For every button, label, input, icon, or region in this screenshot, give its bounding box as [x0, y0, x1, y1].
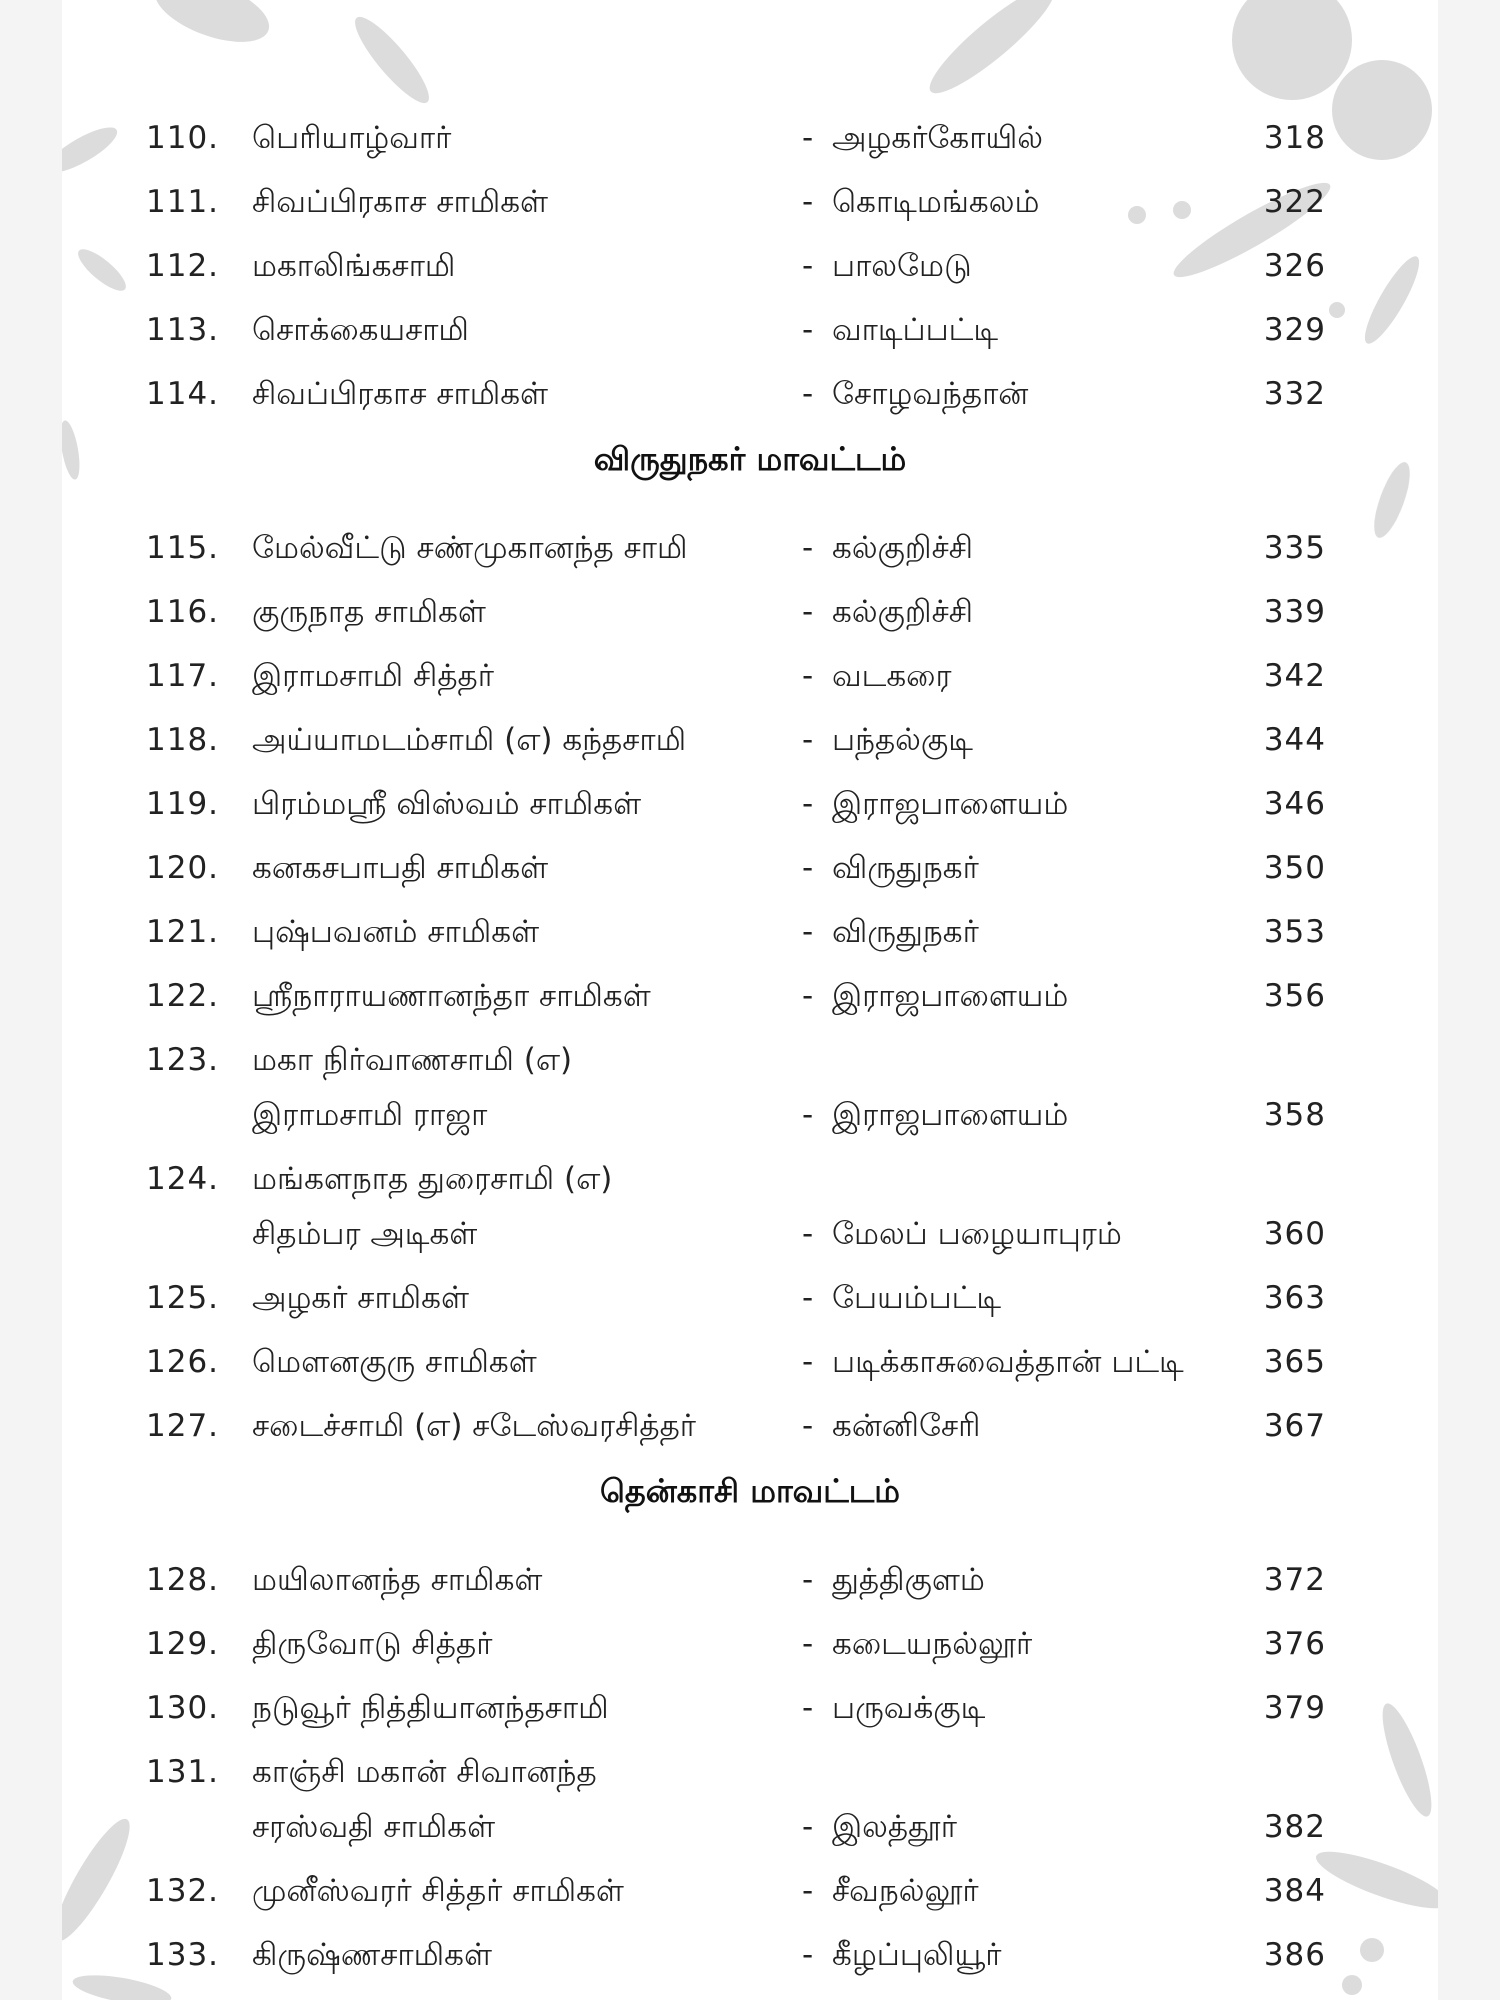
- entry-title: கனகசபாபதி சாமிகள்: [252, 850, 549, 886]
- entry-page-number: 344: [1263, 722, 1326, 758]
- toc-entry[interactable]: [62, 786, 1438, 842]
- entry-page-number: 365: [1263, 1344, 1326, 1380]
- entry-place: பாலமேடு: [832, 248, 972, 284]
- entry-title: சிவப்பிரகாச சாமிகள்: [252, 376, 549, 412]
- entry-title: மங்களநாத துரைசாமி (எ): [252, 1161, 613, 1197]
- separator-dash: -: [802, 658, 814, 694]
- entry-number: 130.: [146, 1690, 220, 1726]
- separator-dash: -: [802, 1937, 814, 1973]
- entry-page-number: 360: [1263, 1216, 1326, 1252]
- entry-title: கிருஷ்ணசாமிகள்: [252, 1937, 492, 1973]
- toc-entry[interactable]: [62, 376, 1438, 432]
- toc-entry[interactable]: [62, 184, 1438, 240]
- separator-dash: -: [802, 1280, 814, 1316]
- entry-title: பெரியாழ்வார்: [252, 120, 452, 156]
- entry-title: குருநாத சாமிகள்: [252, 594, 486, 630]
- separator-dash: -: [802, 184, 814, 220]
- entry-number: 122.: [146, 978, 220, 1014]
- entry-title: மௌனகுரு சாமிகள்: [252, 1344, 537, 1380]
- entry-place: பந்தல்குடி: [832, 722, 973, 758]
- entry-place: வடகரை: [832, 658, 952, 694]
- toc-entry[interactable]: [62, 312, 1438, 368]
- entry-title: நடுவூர் நித்தியானந்தசாமி: [252, 1690, 609, 1726]
- entry-page-number: 350: [1263, 850, 1326, 886]
- entry-title-continued: இராமசாமி ராஜா: [252, 1097, 488, 1133]
- toc-entry[interactable]: [62, 1161, 1438, 1252]
- entry-title: சிவப்பிரகாச சாமிகள்: [252, 184, 549, 220]
- entry-place: கொடிமங்கலம்: [832, 184, 1040, 220]
- toc-entry[interactable]: [62, 1626, 1438, 1682]
- entry-title: மகாலிங்கசாமி: [252, 248, 456, 284]
- entry-number: 116.: [146, 594, 220, 630]
- toc-entry[interactable]: [62, 1690, 1438, 1746]
- entry-title: திருவோடு சித்தர்: [252, 1626, 493, 1662]
- entry-number: 112.: [146, 248, 220, 284]
- separator-dash: -: [802, 248, 814, 284]
- entry-number: 125.: [146, 1280, 220, 1316]
- separator-dash: -: [802, 312, 814, 348]
- entry-place: விருதுநகர்: [832, 850, 979, 886]
- separator-dash: -: [802, 1873, 814, 1909]
- separator-dash: -: [802, 1408, 814, 1444]
- entry-place: இலத்தூர்: [832, 1809, 957, 1845]
- entry-title: இராமசாமி சித்தர்: [252, 658, 494, 694]
- toc-entry[interactable]: [62, 1408, 1438, 1464]
- entry-page-number: 342: [1263, 658, 1326, 694]
- separator-dash: -: [802, 722, 814, 758]
- entry-title: மகா நிர்வாணசாமி (எ): [252, 1042, 573, 1078]
- entry-number: 132.: [146, 1873, 220, 1909]
- toc-entry[interactable]: [62, 1280, 1438, 1336]
- toc-entry[interactable]: [62, 1344, 1438, 1400]
- toc-entry[interactable]: [62, 120, 1438, 176]
- separator-dash: -: [802, 594, 814, 630]
- entry-number: 110.: [146, 120, 220, 156]
- entry-title: முனீஸ்வரர் சித்தர் சாமிகள்: [252, 1873, 624, 1909]
- entry-title: பிரம்மஸ்ரீ விஸ்வம் சாமிகள்: [252, 786, 642, 822]
- entry-place: பேயம்பட்டி: [832, 1280, 1002, 1316]
- separator-dash: -: [802, 1562, 814, 1598]
- entry-page-number: 339: [1263, 594, 1326, 630]
- entry-place: வாடிப்பட்டி: [832, 312, 999, 348]
- entry-title: சொக்கையசாமி: [252, 312, 469, 348]
- entry-title: அய்யாமடம்சாமி (எ) கந்தசாமி: [252, 722, 687, 758]
- entry-page-number: 356: [1263, 978, 1326, 1014]
- entry-page-number: 322: [1263, 184, 1326, 220]
- entry-page-number: 376: [1263, 1626, 1326, 1662]
- entry-page-number: 363: [1263, 1280, 1326, 1316]
- separator-dash: -: [802, 530, 814, 566]
- separator-dash: -: [802, 1097, 814, 1133]
- entry-title-continued: சிதம்பர அடிகள்: [252, 1216, 478, 1252]
- district-heading: விருதுநகர் மாவட்டம்: [593, 440, 907, 478]
- entry-title: மயிலானந்த சாமிகள்: [252, 1562, 543, 1598]
- entry-page-number: 329: [1263, 312, 1326, 348]
- entry-page-number: 353: [1263, 914, 1326, 950]
- entry-number: 111.: [146, 184, 220, 220]
- entry-title: அழகர் சாமிகள்: [252, 1280, 469, 1316]
- entry-place: மேலப் பழையாபுரம்: [832, 1216, 1122, 1252]
- entry-place: கீழப்புலியூர்: [832, 1937, 1002, 1973]
- toc-entry[interactable]: [62, 594, 1438, 650]
- entry-place: இராஜபாளையம்: [832, 786, 1069, 822]
- entry-number: 128.: [146, 1562, 220, 1598]
- separator-dash: -: [802, 1626, 814, 1662]
- toc-entry[interactable]: [62, 1042, 1438, 1133]
- toc-entry[interactable]: [62, 978, 1438, 1034]
- entry-place: சோழவந்தான்: [832, 376, 1029, 412]
- entry-place: விருதுநகர்: [832, 914, 979, 950]
- entry-place: படிக்காசுவைத்தான் பட்டி: [832, 1344, 1184, 1380]
- entry-number: 129.: [146, 1626, 220, 1662]
- entry-number: 118.: [146, 722, 220, 758]
- book-page: [62, 0, 1438, 2000]
- separator-dash: -: [802, 1216, 814, 1252]
- separator-dash: -: [802, 1690, 814, 1726]
- entry-page-number: 386: [1263, 1937, 1326, 1973]
- entry-place: கடையநல்லூர்: [832, 1626, 1033, 1662]
- separator-dash: -: [802, 978, 814, 1014]
- entry-title: புஷ்பவனம் சாமிகள்: [252, 914, 540, 950]
- entry-place: இராஜபாளையம்: [832, 978, 1069, 1014]
- entry-place: இராஜபாளையம்: [832, 1097, 1069, 1133]
- separator-dash: -: [802, 1809, 814, 1845]
- entry-number: 114.: [146, 376, 220, 412]
- entry-page-number: 326: [1263, 248, 1326, 284]
- toc-entry[interactable]: [62, 1562, 1438, 1618]
- entry-page-number: 346: [1263, 786, 1326, 822]
- entry-place: கன்னிசேரி: [832, 1408, 981, 1444]
- entry-title: மேல்வீட்டு சண்முகானந்த சாமி: [252, 530, 688, 566]
- entry-page-number: 332: [1263, 376, 1326, 412]
- entry-place: துத்திகுளம்: [832, 1562, 985, 1598]
- entry-number: 115.: [146, 530, 220, 566]
- entry-place: அழகர்கோயில்: [832, 120, 1044, 156]
- toc-entry[interactable]: [62, 914, 1438, 970]
- separator-dash: -: [802, 376, 814, 412]
- entry-place: சீவநல்லூர்: [832, 1873, 979, 1909]
- separator-dash: -: [802, 786, 814, 822]
- entry-page-number: 358: [1263, 1097, 1326, 1133]
- entry-number: 126.: [146, 1344, 220, 1380]
- entry-place: கல்குறிச்சி: [832, 594, 974, 630]
- entry-page-number: 367: [1263, 1408, 1326, 1444]
- entry-number: 133.: [146, 1937, 220, 1973]
- entry-page-number: 372: [1263, 1562, 1326, 1598]
- entry-number: 131.: [146, 1754, 220, 1790]
- entry-title: ஸ்ரீநாராயணானந்தா சாமிகள்: [252, 978, 651, 1014]
- toc-entry[interactable]: [62, 722, 1438, 778]
- toc-entry[interactable]: [62, 248, 1438, 304]
- toc-entry[interactable]: [62, 1754, 1438, 1845]
- entry-page-number: 382: [1263, 1809, 1326, 1845]
- entry-number: 113.: [146, 312, 220, 348]
- entry-page-number: 335: [1263, 530, 1326, 566]
- entry-number: 121.: [146, 914, 220, 950]
- toc-entry[interactable]: [62, 1937, 1438, 1993]
- separator-dash: -: [802, 120, 814, 156]
- entry-number: 119.: [146, 786, 220, 822]
- entry-title: காஞ்சி மகான் சிவானந்த: [252, 1754, 597, 1790]
- toc-entry[interactable]: [62, 658, 1438, 714]
- entry-title-continued: சரஸ்வதி சாமிகள்: [252, 1809, 496, 1845]
- entry-place: கல்குறிச்சி: [832, 530, 974, 566]
- entry-number: 124.: [146, 1161, 220, 1197]
- entry-place: பருவக்குடி: [832, 1690, 986, 1726]
- entry-number: 120.: [146, 850, 220, 886]
- table-of-contents: [62, 0, 1438, 2000]
- entry-page-number: 379: [1263, 1690, 1326, 1726]
- toc-entry[interactable]: [62, 530, 1438, 586]
- toc-entry[interactable]: [62, 1873, 1438, 1929]
- toc-entry[interactable]: [62, 850, 1438, 906]
- separator-dash: -: [802, 850, 814, 886]
- entry-number: 117.: [146, 658, 220, 694]
- entry-title: சடைச்சாமி (எ) சடேஸ்வரசித்தர்: [252, 1408, 696, 1444]
- entry-page-number: 318: [1263, 120, 1326, 156]
- entry-number: 127.: [146, 1408, 220, 1444]
- district-heading: தென்காசி மாவட்டம்: [600, 1472, 900, 1510]
- entry-number: 123.: [146, 1042, 220, 1078]
- separator-dash: -: [802, 1344, 814, 1380]
- entry-page-number: 384: [1263, 1873, 1326, 1909]
- separator-dash: -: [802, 914, 814, 950]
